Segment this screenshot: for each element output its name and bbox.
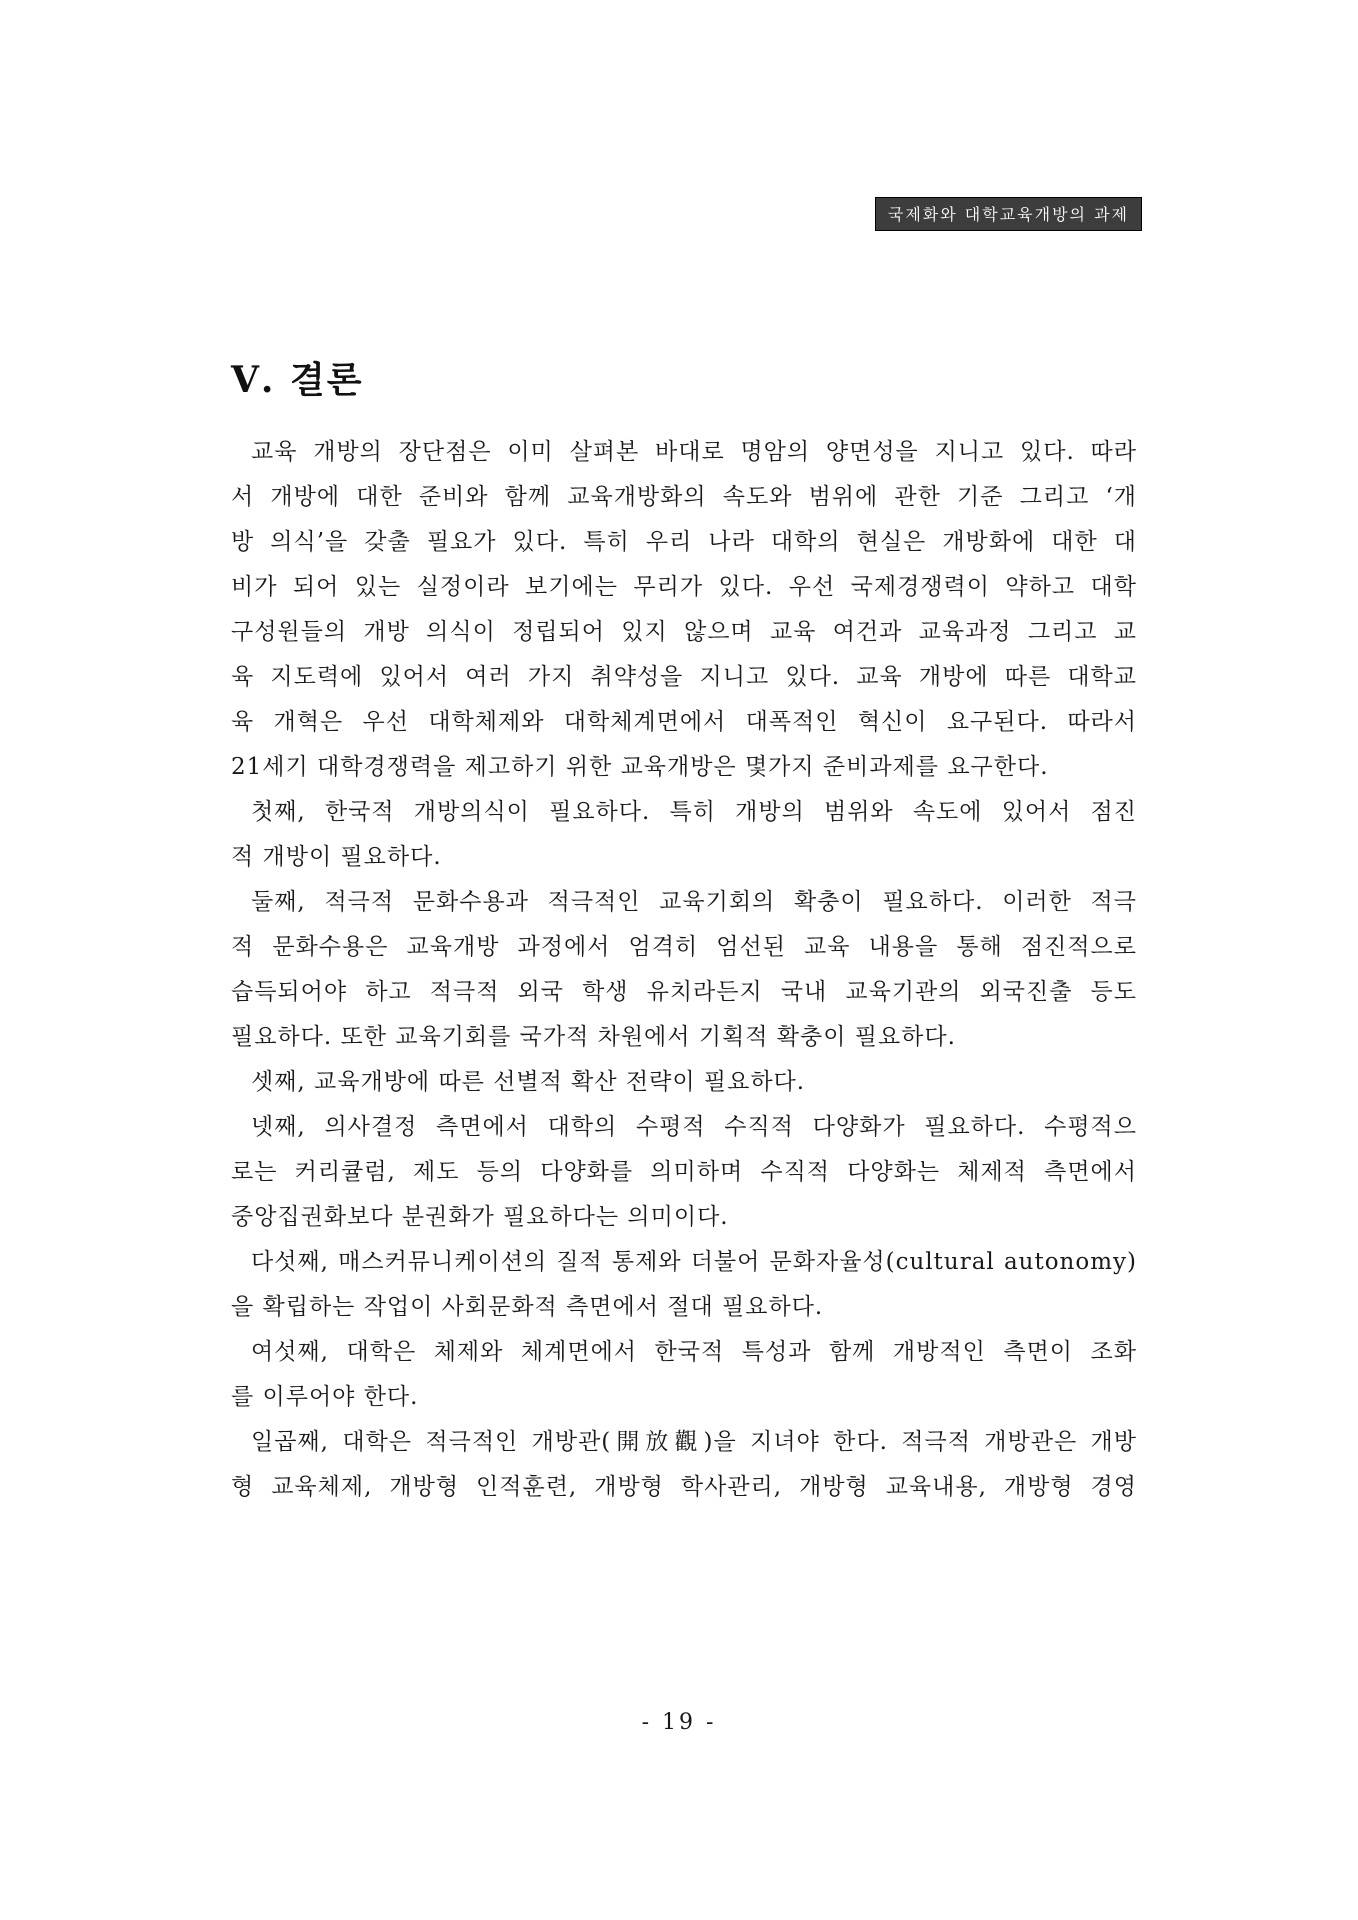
text-line: 적 개방이 필요하다. [231,844,442,870]
text-line: 다섯째, 매스커뮤니케이션의 질적 통제와 더불어 문화자율성(cultural autonomy) [251,1249,1137,1275]
text-line: 로는 커리큘럼, 제도 등의 다양화를 의미하며 수직적 다양화는 체제적 측면에서 [231,1159,1137,1185]
text-line: 첫째, 한국적 개방의식이 필요하다. 특히 개방의 범위와 속도에 있어서 점진 [251,799,1137,825]
text-line: 적 문화수용은 교육개방 과정에서 엄격히 엄선된 교육 내용을 통해 점진적으로 [231,934,1137,960]
text-line: 교육 개방의 장단점은 이미 살펴본 바대로 명암의 양면성을 지니고 있다. 따라 [251,439,1137,465]
text-line: 를 이루어야 한다. [231,1384,419,1410]
body-text [231,430,1137,1510]
text-line: 여섯째, 대학은 체제와 체계면에서 한국적 특성과 함께 개방적인 측면이 조화 [251,1339,1137,1365]
text-line: 일곱째, 대학은 적극적인 개방관(開放觀)을 지녀야 한다. 적극적 개방관은 개방 [251,1429,1137,1455]
text-line: 육 개혁은 우선 대학체제와 대학체계면에서 대폭적인 혁신이 요구된다. 따라서 [231,709,1137,735]
text-line: 을 확립하는 작업이 사회문화적 측면에서 절대 필요하다. [231,1294,824,1320]
text-line: 서 개방에 대한 준비와 함께 교육개방화의 속도와 범위에 관한 기준 그리고 ‘개 [231,484,1137,510]
text-line: 중앙집권화보다 분권화가 필요하다는 의미이다. [231,1204,729,1230]
text-line: 형 교육체제, 개방형 인적훈련, 개방형 학사관리, 개방형 교육내용, 개방형 경영 [231,1474,1137,1500]
page-number: - 19 - [641,1710,717,1735]
text-line: 필요하다. 또한 교육기회를 국가적 차원에서 기획적 확충이 필요하다. [231,1024,956,1050]
section-title: Ⅴ. 결론 [231,359,364,401]
text-line: 비가 되어 있는 실정이라 보기에는 무리가 있다. 우선 국제경쟁력이 약하고 대학 [231,574,1137,600]
text-line: 셋째, 교육개방에 따른 선별적 확산 전략이 필요하다. [251,1069,806,1095]
running-header: 국제화와 대학교육개방의 과제 [875,197,1142,231]
text-line: 습득되어야 하고 적극적 외국 학생 유치라든지 국내 교육기관의 외국진출 등도 [231,979,1137,1005]
text-line: 구성원들의 개방 의식이 정립되어 있지 않으며 교육 여건과 교육과정 그리고 교 [231,619,1137,645]
text-line: 둘째, 적극적 문화수용과 적극적인 교육기회의 확충이 필요하다. 이러한 적극 [251,889,1137,915]
text-line: 21세기 대학경쟁력을 제고하기 위한 교육개방은 몇가지 준비과제를 요구한다. [231,754,1049,780]
text-line: 육 지도력에 있어서 여러 가지 취약성을 지니고 있다. 교육 개방에 따른 대학교 [231,664,1137,690]
text-line: 방 의식’을 갖출 필요가 있다. 특히 우리 나라 대학의 현실은 개방화에 대한 대 [231,529,1137,555]
text-line: 넷째, 의사결정 측면에서 대학의 수평적 수직적 다양화가 필요하다. 수평적으 [251,1114,1137,1140]
